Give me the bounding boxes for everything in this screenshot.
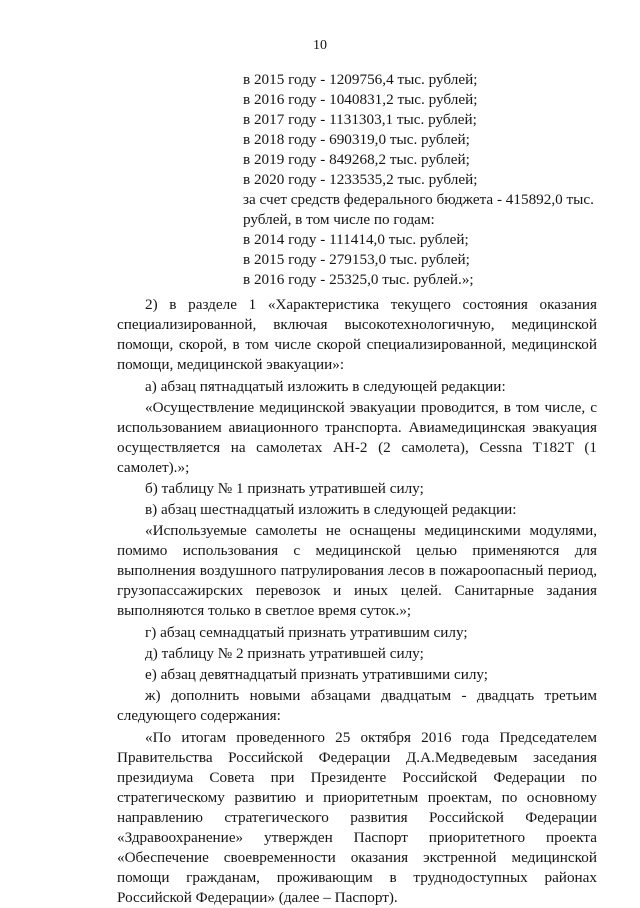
- text-line: направлению стратегического развития Российской Федерации: [117, 809, 597, 826]
- text-line: а) абзац пятнадцатый изложить в следующей редакции:: [145, 378, 506, 395]
- text-line: «По итогам проведенного 25 октября 2016 года Председателем: [145, 729, 597, 746]
- text-line: помощи, скорой, в том числе скорой специализированной, медицинской: [117, 336, 597, 353]
- text-line: специализированной, включая высокотехнологичную, медицинской: [117, 316, 597, 333]
- funding-line: в 2014 году - 111414,0 тыс. рублей;: [243, 231, 469, 248]
- text-line: «Обеспечение своевременности оказания экстренной медицинской: [117, 849, 597, 866]
- funding-line: в 2016 году - 1040831,2 тыс. рублей;: [243, 91, 478, 108]
- funding-line: в 2015 году - 1209756,4 тыс. рублей;: [243, 71, 478, 88]
- text-line: Правительства Российской Федерации Д.А.Медведевым заседания: [117, 749, 597, 766]
- text-line: помимо использования с медицинской целью применяются для: [117, 542, 597, 559]
- text-line: Российской Федерации» (далее – Паспорт).: [117, 889, 398, 906]
- funding-line: в 2020 году - 1233535,2 тыс. рублей;: [243, 171, 478, 188]
- funding-line: в 2018 году - 690319,0 тыс. рублей;: [243, 131, 470, 148]
- text-line: 2) в разделе 1 «Характеристика текущего состояния оказания: [145, 296, 597, 313]
- text-line: осуществляется на самолетах АН-2 (2 самолета), Cessna T182T (1: [117, 439, 597, 456]
- text-line: самолет).»;: [117, 459, 190, 476]
- funding-line: в 2016 году - 25325,0 тыс. рублей.»;: [243, 271, 474, 288]
- text-line: президиума Совета при Президенте Российской Федерации по: [117, 769, 597, 786]
- text-line: «Осуществление медицинской эвакуации проводится, в том числе, с: [145, 399, 597, 416]
- text-line: «Здравоохранение» утвержден Паспорт приоритетного проекта: [117, 829, 597, 846]
- funding-line: за счет средств федерального бюджета - 415892,0 тыс.: [243, 191, 594, 208]
- text-line: б) таблицу № 1 признать утратившей силу;: [145, 480, 424, 497]
- funding-line: в 2019 году - 849268,2 тыс. рублей;: [243, 151, 470, 168]
- text-line: д) таблицу № 2 признать утратившей силу;: [145, 645, 424, 662]
- page-number: 10: [313, 38, 327, 53]
- text-line: помощи, медицинской эвакуации»:: [117, 356, 345, 373]
- text-line: грузопассажирских перевозок и иных целей. Санитарные задания: [117, 582, 597, 599]
- text-line: ж) дополнить новыми абзацами двадцатым - двадцать третьим: [145, 687, 597, 704]
- text-line: следующего содержания:: [117, 707, 281, 724]
- text-line: «Используемые самолеты не оснащены медицинскими модулями,: [145, 522, 597, 539]
- text-line: использованием авиационного транспорта. Авиамедицинская эвакуация: [117, 419, 597, 436]
- funding-line: рублей, в том числе по годам:: [243, 211, 435, 228]
- text-line: стратегическому развитию и приоритетным проектам, по основному: [117, 789, 597, 806]
- text-line: е) абзац девятнадцатый признать утратившими силу;: [145, 666, 489, 683]
- text-line: в) абзац шестнадцатый изложить в следующей редакции:: [145, 501, 517, 518]
- text-line: выполняются только в светлое время суток.»;: [117, 602, 412, 619]
- funding-line: в 2017 году - 1131303,1 тыс. рублей;: [243, 111, 477, 128]
- funding-line: в 2015 году - 279153,0 тыс. рублей;: [243, 251, 470, 268]
- text-line: г) абзац семнадцатый признать утратившим силу;: [145, 624, 468, 641]
- text-line: выполнения воздушного патрулирования лесов в пожароопасный период,: [117, 562, 597, 579]
- text-line: помощи гражданам, проживающим в труднодоступных районах: [117, 869, 597, 886]
